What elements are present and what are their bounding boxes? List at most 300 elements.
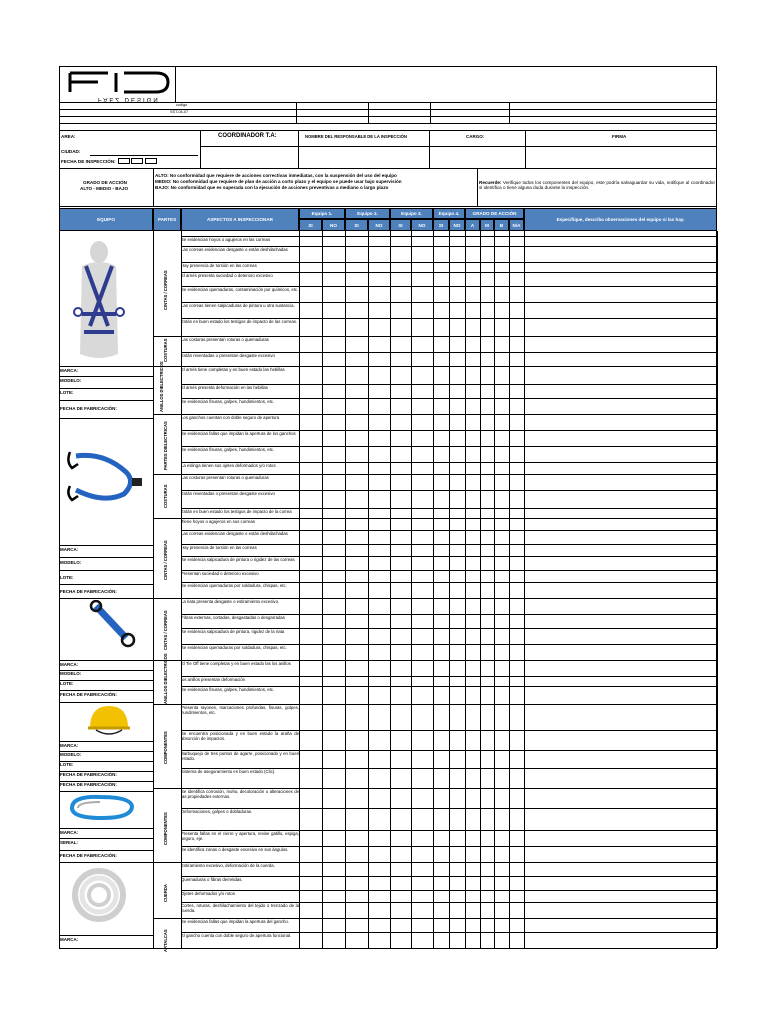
check-cell[interactable] xyxy=(434,263,449,272)
check-cell[interactable] xyxy=(450,877,465,890)
check-cell[interactable] xyxy=(434,463,449,474)
check-cell[interactable] xyxy=(300,705,322,730)
check-cell[interactable] xyxy=(300,263,322,272)
check-cell[interactable] xyxy=(300,399,322,414)
check-cell[interactable] xyxy=(495,247,509,262)
check-cell[interactable] xyxy=(323,319,345,336)
check-cell[interactable] xyxy=(510,599,524,614)
check-cell[interactable] xyxy=(391,661,411,676)
check-cell[interactable] xyxy=(450,599,465,614)
check-cell[interactable] xyxy=(412,919,433,932)
check-cell[interactable] xyxy=(450,531,465,544)
check-cell[interactable] xyxy=(346,903,368,918)
check-cell[interactable] xyxy=(300,645,322,660)
check-cell[interactable] xyxy=(481,933,494,948)
check-cell[interactable] xyxy=(481,687,494,704)
check-cell[interactable] xyxy=(495,847,509,862)
check-cell[interactable] xyxy=(391,583,411,598)
check-cell[interactable] xyxy=(481,399,494,414)
check-cell[interactable] xyxy=(412,599,433,614)
check-cell[interactable] xyxy=(346,545,368,556)
check-cell[interactable] xyxy=(481,447,494,462)
check-cell[interactable] xyxy=(323,661,345,676)
check-cell[interactable] xyxy=(510,751,524,768)
check-cell[interactable] xyxy=(434,353,449,366)
check-cell[interactable] xyxy=(466,509,480,518)
observation-cell[interactable] xyxy=(525,933,717,948)
fecha-anio-input[interactable] xyxy=(145,158,157,164)
check-cell[interactable] xyxy=(450,891,465,902)
check-cell[interactable] xyxy=(323,629,345,644)
check-cell[interactable] xyxy=(391,337,411,352)
check-cell[interactable] xyxy=(434,319,449,336)
check-cell[interactable] xyxy=(450,847,465,862)
check-cell[interactable] xyxy=(434,273,449,286)
check-cell[interactable] xyxy=(323,509,345,518)
check-cell[interactable] xyxy=(466,463,480,474)
check-cell[interactable] xyxy=(412,877,433,890)
check-cell[interactable] xyxy=(300,751,322,768)
observation-cell[interactable] xyxy=(525,919,717,932)
check-cell[interactable] xyxy=(391,831,411,846)
check-cell[interactable] xyxy=(450,751,465,768)
check-cell[interactable] xyxy=(300,831,322,846)
check-cell[interactable] xyxy=(323,891,345,902)
check-cell[interactable] xyxy=(369,863,390,876)
check-cell[interactable] xyxy=(450,475,465,490)
check-cell[interactable] xyxy=(450,903,465,918)
check-cell[interactable] xyxy=(323,237,345,246)
check-cell[interactable] xyxy=(466,447,480,462)
check-cell[interactable] xyxy=(450,677,465,686)
observation-cell[interactable] xyxy=(525,519,717,530)
check-cell[interactable] xyxy=(323,731,345,750)
observation-cell[interactable] xyxy=(525,599,717,614)
check-cell[interactable] xyxy=(481,891,494,902)
check-cell[interactable] xyxy=(510,769,524,788)
check-cell[interactable] xyxy=(412,353,433,366)
check-cell[interactable] xyxy=(369,645,390,660)
check-cell[interactable] xyxy=(434,571,449,582)
check-cell[interactable] xyxy=(495,545,509,556)
check-cell[interactable] xyxy=(300,661,322,676)
check-cell[interactable] xyxy=(346,509,368,518)
check-cell[interactable] xyxy=(346,399,368,414)
check-cell[interactable] xyxy=(369,919,390,932)
check-cell[interactable] xyxy=(434,831,449,846)
observation-cell[interactable] xyxy=(525,353,717,366)
check-cell[interactable] xyxy=(412,273,433,286)
check-cell[interactable] xyxy=(450,353,465,366)
check-cell[interactable] xyxy=(412,263,433,272)
check-cell[interactable] xyxy=(466,599,480,614)
check-cell[interactable] xyxy=(300,287,322,302)
check-cell[interactable] xyxy=(434,903,449,918)
check-cell[interactable] xyxy=(495,337,509,352)
check-cell[interactable] xyxy=(323,677,345,686)
check-cell[interactable] xyxy=(300,337,322,352)
check-cell[interactable] xyxy=(434,919,449,932)
check-cell[interactable] xyxy=(495,263,509,272)
check-cell[interactable] xyxy=(434,337,449,352)
check-cell[interactable] xyxy=(434,367,449,384)
check-cell[interactable] xyxy=(346,831,368,846)
check-cell[interactable] xyxy=(369,519,390,530)
check-cell[interactable] xyxy=(369,599,390,614)
check-cell[interactable] xyxy=(300,903,322,918)
check-cell[interactable] xyxy=(481,263,494,272)
check-cell[interactable] xyxy=(391,509,411,518)
check-cell[interactable] xyxy=(369,903,390,918)
check-cell[interactable] xyxy=(346,237,368,246)
check-cell[interactable] xyxy=(369,789,390,808)
check-cell[interactable] xyxy=(369,447,390,462)
check-cell[interactable] xyxy=(300,415,322,430)
check-cell[interactable] xyxy=(495,629,509,644)
check-cell[interactable] xyxy=(412,519,433,530)
check-cell[interactable] xyxy=(300,877,322,890)
check-cell[interactable] xyxy=(481,273,494,286)
check-cell[interactable] xyxy=(510,447,524,462)
check-cell[interactable] xyxy=(495,809,509,830)
check-cell[interactable] xyxy=(510,519,524,530)
check-cell[interactable] xyxy=(300,531,322,544)
check-cell[interactable] xyxy=(450,831,465,846)
check-cell[interactable] xyxy=(434,661,449,676)
check-cell[interactable] xyxy=(346,687,368,704)
check-cell[interactable] xyxy=(466,677,480,686)
check-cell[interactable] xyxy=(450,731,465,750)
check-cell[interactable] xyxy=(369,385,390,398)
check-cell[interactable] xyxy=(300,367,322,384)
check-cell[interactable] xyxy=(323,475,345,490)
check-cell[interactable] xyxy=(466,731,480,750)
check-cell[interactable] xyxy=(391,519,411,530)
check-cell[interactable] xyxy=(323,583,345,598)
check-cell[interactable] xyxy=(391,531,411,544)
check-cell[interactable] xyxy=(391,705,411,730)
check-cell[interactable] xyxy=(300,809,322,830)
check-cell[interactable] xyxy=(510,789,524,808)
check-cell[interactable] xyxy=(323,557,345,570)
check-cell[interactable] xyxy=(450,247,465,262)
check-cell[interactable] xyxy=(346,919,368,932)
check-cell[interactable] xyxy=(495,399,509,414)
check-cell[interactable] xyxy=(495,903,509,918)
check-cell[interactable] xyxy=(466,877,480,890)
check-cell[interactable] xyxy=(495,891,509,902)
check-cell[interactable] xyxy=(323,769,345,788)
check-cell[interactable] xyxy=(466,519,480,530)
check-cell[interactable] xyxy=(495,751,509,768)
check-cell[interactable] xyxy=(495,789,509,808)
check-cell[interactable] xyxy=(481,677,494,686)
observation-cell[interactable] xyxy=(525,847,717,862)
check-cell[interactable] xyxy=(300,475,322,490)
check-cell[interactable] xyxy=(369,319,390,336)
observation-cell[interactable] xyxy=(525,463,717,474)
observation-cell[interactable] xyxy=(525,629,717,644)
check-cell[interactable] xyxy=(391,847,411,862)
check-cell[interactable] xyxy=(495,303,509,318)
check-cell[interactable] xyxy=(466,545,480,556)
check-cell[interactable] xyxy=(450,303,465,318)
check-cell[interactable] xyxy=(369,629,390,644)
check-cell[interactable] xyxy=(412,237,433,246)
observation-cell[interactable] xyxy=(525,399,717,414)
observation-cell[interactable] xyxy=(525,891,717,902)
check-cell[interactable] xyxy=(450,629,465,644)
check-cell[interactable] xyxy=(466,557,480,570)
check-cell[interactable] xyxy=(434,751,449,768)
check-cell[interactable] xyxy=(450,399,465,414)
check-cell[interactable] xyxy=(450,557,465,570)
check-cell[interactable] xyxy=(369,273,390,286)
check-cell[interactable] xyxy=(323,463,345,474)
check-cell[interactable] xyxy=(346,891,368,902)
check-cell[interactable] xyxy=(323,919,345,932)
check-cell[interactable] xyxy=(346,367,368,384)
check-cell[interactable] xyxy=(300,919,322,932)
check-cell[interactable] xyxy=(495,645,509,660)
check-cell[interactable] xyxy=(323,367,345,384)
check-cell[interactable] xyxy=(346,273,368,286)
check-cell[interactable] xyxy=(466,933,480,948)
check-cell[interactable] xyxy=(450,337,465,352)
check-cell[interactable] xyxy=(495,583,509,598)
check-cell[interactable] xyxy=(412,399,433,414)
check-cell[interactable] xyxy=(300,847,322,862)
check-cell[interactable] xyxy=(495,731,509,750)
check-cell[interactable] xyxy=(323,863,345,876)
check-cell[interactable] xyxy=(510,287,524,302)
check-cell[interactable] xyxy=(450,447,465,462)
check-cell[interactable] xyxy=(300,629,322,644)
check-cell[interactable] xyxy=(369,571,390,582)
check-cell[interactable] xyxy=(412,903,433,918)
check-cell[interactable] xyxy=(391,751,411,768)
check-cell[interactable] xyxy=(481,247,494,262)
check-cell[interactable] xyxy=(434,247,449,262)
check-cell[interactable] xyxy=(481,431,494,446)
check-cell[interactable] xyxy=(450,583,465,598)
check-cell[interactable] xyxy=(300,731,322,750)
check-cell[interactable] xyxy=(323,353,345,366)
check-cell[interactable] xyxy=(510,385,524,398)
check-cell[interactable] xyxy=(466,273,480,286)
check-cell[interactable] xyxy=(466,337,480,352)
check-cell[interactable] xyxy=(450,863,465,876)
check-cell[interactable] xyxy=(510,509,524,518)
observation-cell[interactable] xyxy=(525,645,717,660)
check-cell[interactable] xyxy=(412,629,433,644)
check-cell[interactable] xyxy=(300,615,322,628)
check-cell[interactable] xyxy=(434,891,449,902)
check-cell[interactable] xyxy=(323,599,345,614)
check-cell[interactable] xyxy=(412,557,433,570)
check-cell[interactable] xyxy=(391,247,411,262)
check-cell[interactable] xyxy=(434,877,449,890)
check-cell[interactable] xyxy=(510,933,524,948)
check-cell[interactable] xyxy=(391,599,411,614)
check-cell[interactable] xyxy=(450,463,465,474)
check-cell[interactable] xyxy=(481,863,494,876)
check-cell[interactable] xyxy=(346,677,368,686)
observation-cell[interactable] xyxy=(525,557,717,570)
check-cell[interactable] xyxy=(450,367,465,384)
check-cell[interactable] xyxy=(323,287,345,302)
check-cell[interactable] xyxy=(510,263,524,272)
check-cell[interactable] xyxy=(300,319,322,336)
check-cell[interactable] xyxy=(369,337,390,352)
check-cell[interactable] xyxy=(510,571,524,582)
check-cell[interactable] xyxy=(412,431,433,446)
observation-cell[interactable] xyxy=(525,415,717,430)
check-cell[interactable] xyxy=(450,287,465,302)
check-cell[interactable] xyxy=(323,751,345,768)
check-cell[interactable] xyxy=(300,447,322,462)
check-cell[interactable] xyxy=(450,509,465,518)
check-cell[interactable] xyxy=(434,509,449,518)
check-cell[interactable] xyxy=(412,571,433,582)
check-cell[interactable] xyxy=(481,599,494,614)
check-cell[interactable] xyxy=(412,847,433,862)
check-cell[interactable] xyxy=(391,731,411,750)
check-cell[interactable] xyxy=(412,809,433,830)
check-cell[interactable] xyxy=(495,599,509,614)
check-cell[interactable] xyxy=(391,273,411,286)
observation-cell[interactable] xyxy=(525,447,717,462)
check-cell[interactable] xyxy=(369,751,390,768)
check-cell[interactable] xyxy=(369,583,390,598)
fecha-mes-input[interactable] xyxy=(131,158,143,164)
observation-cell[interactable] xyxy=(525,769,717,788)
check-cell[interactable] xyxy=(434,847,449,862)
check-cell[interactable] xyxy=(481,903,494,918)
check-cell[interactable] xyxy=(369,731,390,750)
check-cell[interactable] xyxy=(510,615,524,628)
check-cell[interactable] xyxy=(510,431,524,446)
check-cell[interactable] xyxy=(495,447,509,462)
observation-cell[interactable] xyxy=(525,831,717,846)
observation-cell[interactable] xyxy=(525,863,717,876)
check-cell[interactable] xyxy=(450,431,465,446)
check-cell[interactable] xyxy=(481,531,494,544)
check-cell[interactable] xyxy=(369,847,390,862)
check-cell[interactable] xyxy=(391,863,411,876)
check-cell[interactable] xyxy=(466,583,480,598)
check-cell[interactable] xyxy=(369,491,390,508)
check-cell[interactable] xyxy=(346,287,368,302)
check-cell[interactable] xyxy=(510,491,524,508)
check-cell[interactable] xyxy=(466,237,480,246)
observation-cell[interactable] xyxy=(525,789,717,808)
check-cell[interactable] xyxy=(369,463,390,474)
check-cell[interactable] xyxy=(510,919,524,932)
check-cell[interactable] xyxy=(434,599,449,614)
check-cell[interactable] xyxy=(391,545,411,556)
check-cell[interactable] xyxy=(391,399,411,414)
check-cell[interactable] xyxy=(481,615,494,628)
check-cell[interactable] xyxy=(300,353,322,366)
observation-cell[interactable] xyxy=(525,583,717,598)
check-cell[interactable] xyxy=(434,303,449,318)
check-cell[interactable] xyxy=(323,877,345,890)
observation-cell[interactable] xyxy=(525,475,717,490)
check-cell[interactable] xyxy=(450,237,465,246)
check-cell[interactable] xyxy=(412,583,433,598)
check-cell[interactable] xyxy=(495,475,509,490)
check-cell[interactable] xyxy=(391,571,411,582)
check-cell[interactable] xyxy=(300,509,322,518)
check-cell[interactable] xyxy=(510,353,524,366)
check-cell[interactable] xyxy=(346,431,368,446)
check-cell[interactable] xyxy=(391,287,411,302)
check-cell[interactable] xyxy=(434,731,449,750)
check-cell[interactable] xyxy=(434,809,449,830)
check-cell[interactable] xyxy=(346,705,368,730)
check-cell[interactable] xyxy=(412,933,433,948)
check-cell[interactable] xyxy=(481,769,494,788)
check-cell[interactable] xyxy=(510,687,524,704)
check-cell[interactable] xyxy=(450,687,465,704)
check-cell[interactable] xyxy=(481,545,494,556)
check-cell[interactable] xyxy=(391,629,411,644)
check-cell[interactable] xyxy=(346,247,368,262)
check-cell[interactable] xyxy=(481,877,494,890)
check-cell[interactable] xyxy=(466,385,480,398)
check-cell[interactable] xyxy=(391,557,411,570)
check-cell[interactable] xyxy=(346,531,368,544)
check-cell[interactable] xyxy=(346,751,368,768)
check-cell[interactable] xyxy=(300,519,322,530)
check-cell[interactable] xyxy=(412,545,433,556)
check-cell[interactable] xyxy=(323,263,345,272)
observation-cell[interactable] xyxy=(525,615,717,628)
check-cell[interactable] xyxy=(450,645,465,660)
check-cell[interactable] xyxy=(450,273,465,286)
check-cell[interactable] xyxy=(391,891,411,902)
check-cell[interactable] xyxy=(346,319,368,336)
check-cell[interactable] xyxy=(346,337,368,352)
check-cell[interactable] xyxy=(391,903,411,918)
check-cell[interactable] xyxy=(495,863,509,876)
check-cell[interactable] xyxy=(300,385,322,398)
check-cell[interactable] xyxy=(369,509,390,518)
check-cell[interactable] xyxy=(346,583,368,598)
check-cell[interactable] xyxy=(466,687,480,704)
check-cell[interactable] xyxy=(323,519,345,530)
check-cell[interactable] xyxy=(391,367,411,384)
check-cell[interactable] xyxy=(481,319,494,336)
observation-cell[interactable] xyxy=(525,263,717,272)
check-cell[interactable] xyxy=(300,769,322,788)
check-cell[interactable] xyxy=(434,583,449,598)
check-cell[interactable] xyxy=(412,769,433,788)
check-cell[interactable] xyxy=(495,519,509,530)
observation-cell[interactable] xyxy=(525,571,717,582)
check-cell[interactable] xyxy=(369,933,390,948)
check-cell[interactable] xyxy=(346,645,368,660)
check-cell[interactable] xyxy=(495,769,509,788)
check-cell[interactable] xyxy=(346,447,368,462)
check-cell[interactable] xyxy=(346,661,368,676)
check-cell[interactable] xyxy=(346,877,368,890)
check-cell[interactable] xyxy=(481,583,494,598)
check-cell[interactable] xyxy=(300,545,322,556)
check-cell[interactable] xyxy=(450,769,465,788)
check-cell[interactable] xyxy=(450,385,465,398)
